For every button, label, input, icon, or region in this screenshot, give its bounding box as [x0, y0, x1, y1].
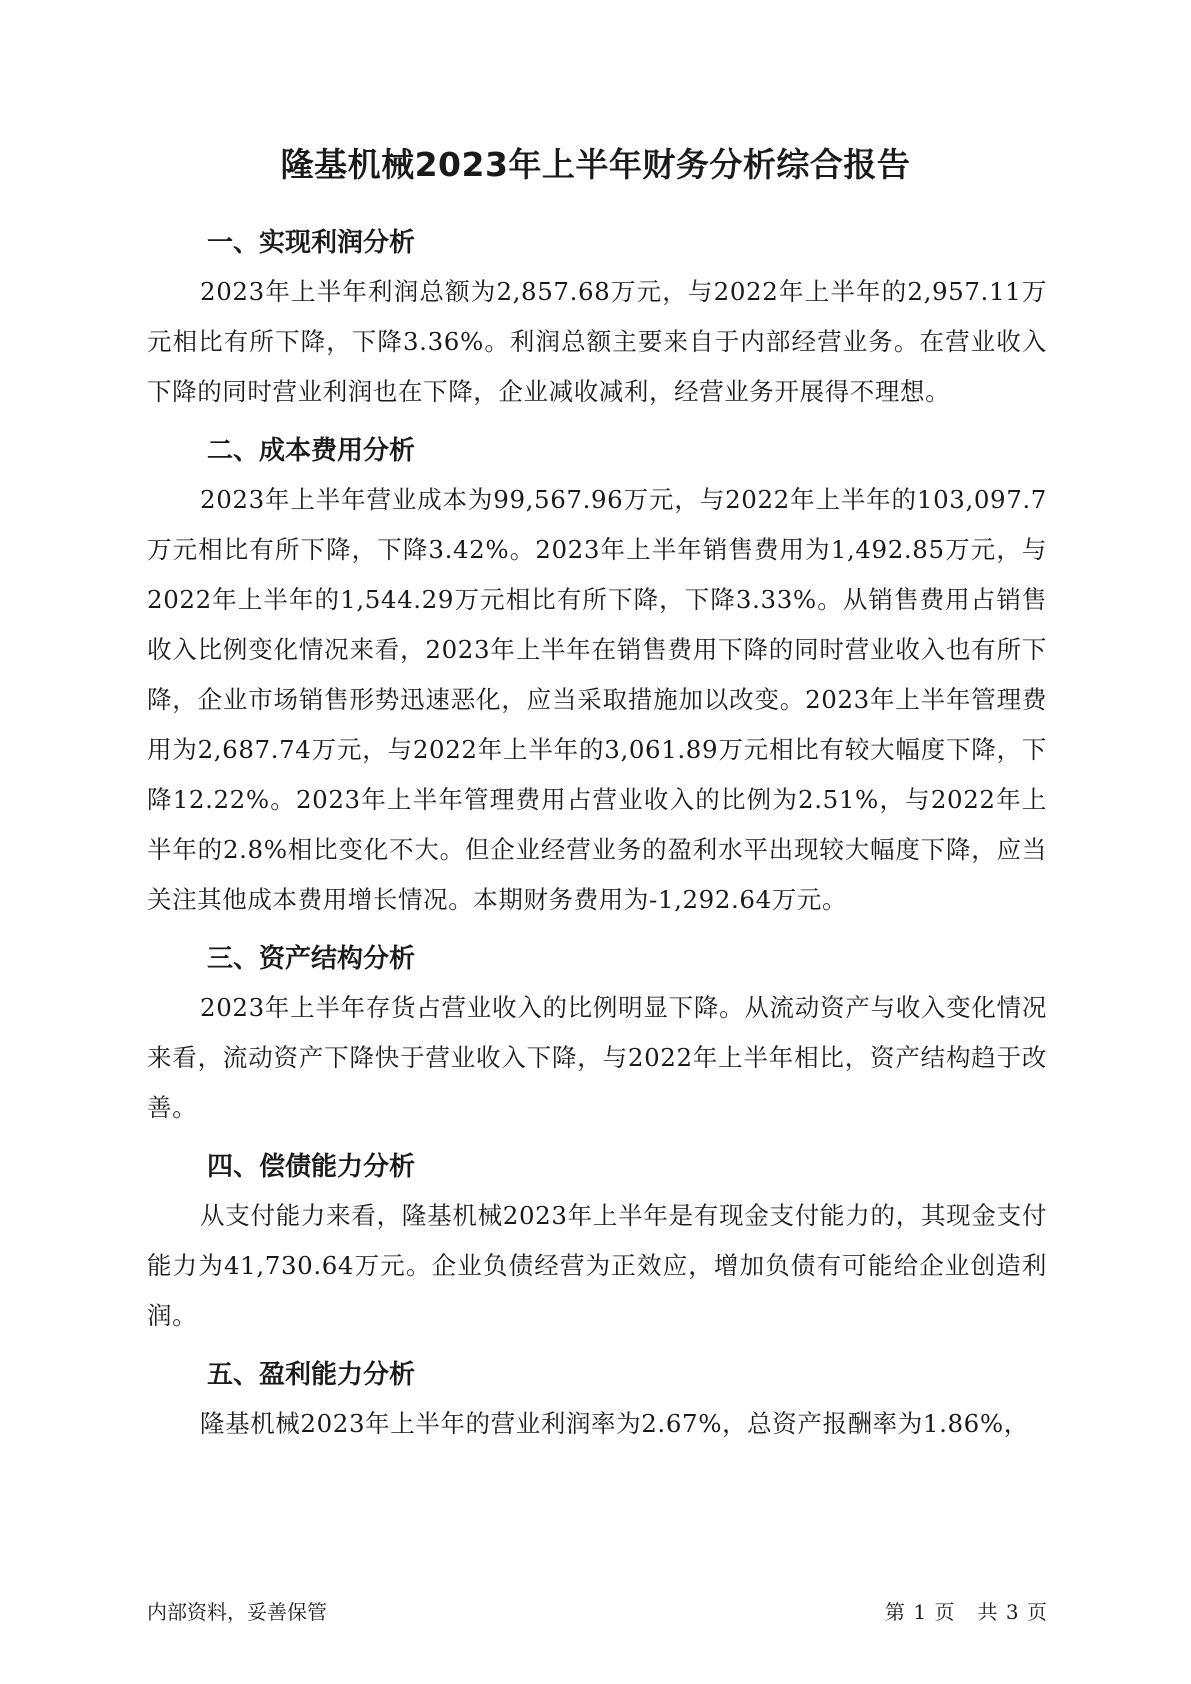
- section-heading-cost: 二、成本费用分析: [207, 436, 416, 466]
- section-paragraph-profit: 2023年上半年利润总额为2,857.68万元，与2022年上半年的2,957.11万元相比有所下降，下降3.36%。利润总额主要来自于内部经营业务。在营业收入下降的同时营业利润也在下降，企业减收减利，经营业务开展得不理想。: [147, 277, 1047, 406]
- section-heading-profit: 一、实现利润分析: [207, 228, 416, 258]
- section-paragraph-profitability: 隆基机械2023年上半年的营业利润率为2.67%，总资产报酬率为1.86%，: [200, 1409, 1029, 1438]
- document-title: 隆基机械2023年上半年财务分析综合报告: [280, 145, 911, 184]
- section-heading-solvency: 四、偿债能力分析: [207, 1152, 416, 1182]
- section-paragraph-cost: 2023年上半年营业成本为99,567.96万元，与2022年上半年的103,097.7万元相比有所下降，下降3.42%。2023年上半年销售费用为1,492.85万元，与2022年上半年的1,544.29万元相比有所下降，下降3.33%。从销售费用占销售收入比例变化情况来看，2023年上半年在销售费用下降的同时营业收入也有所下降，企业市场销售形势迅速恶化，应当采取措施加以改变。2023年上半年管理费用为2,687.74万元，与2022年上半年的3,061.89万元相比有较大幅度下降，下降12.22%。2023年上半年管理费用占营业收入的比例为2.51%，与2022年上半年的2.8%相比变化不大。但企业经营业务的盈利水平出现较大幅度下降，应当关注其他成本费用增长情况。本期财务费用为-1,292.64万元。: [147, 485, 1047, 914]
- document-body: [147, 221, 1047, 1449]
- section-paragraph-asset-structure: 2023年上半年存货占营业收入的比例明显下降。从流动资产与收入变化情况来看，流动资产下降快于营业收入下降，与2022年上半年相比，资产结构趋于改善。: [147, 993, 1047, 1122]
- footer-page-number: 第 1 页 共 3 页: [885, 1600, 1048, 1624]
- section-heading-profitability: 五、盈利能力分析: [207, 1360, 416, 1390]
- section-paragraph-solvency: 从支付能力来看，隆基机械2023年上半年是有现金支付能力的，其现金支付能力为41,730.64万元。企业负债经营为正效应，增加负债有可能给企业创造利润。: [147, 1201, 1047, 1330]
- section-heading-asset-structure: 三、资产结构分析: [207, 944, 416, 974]
- footer-confidential-note: 内部资料，妥善保管: [147, 1600, 327, 1624]
